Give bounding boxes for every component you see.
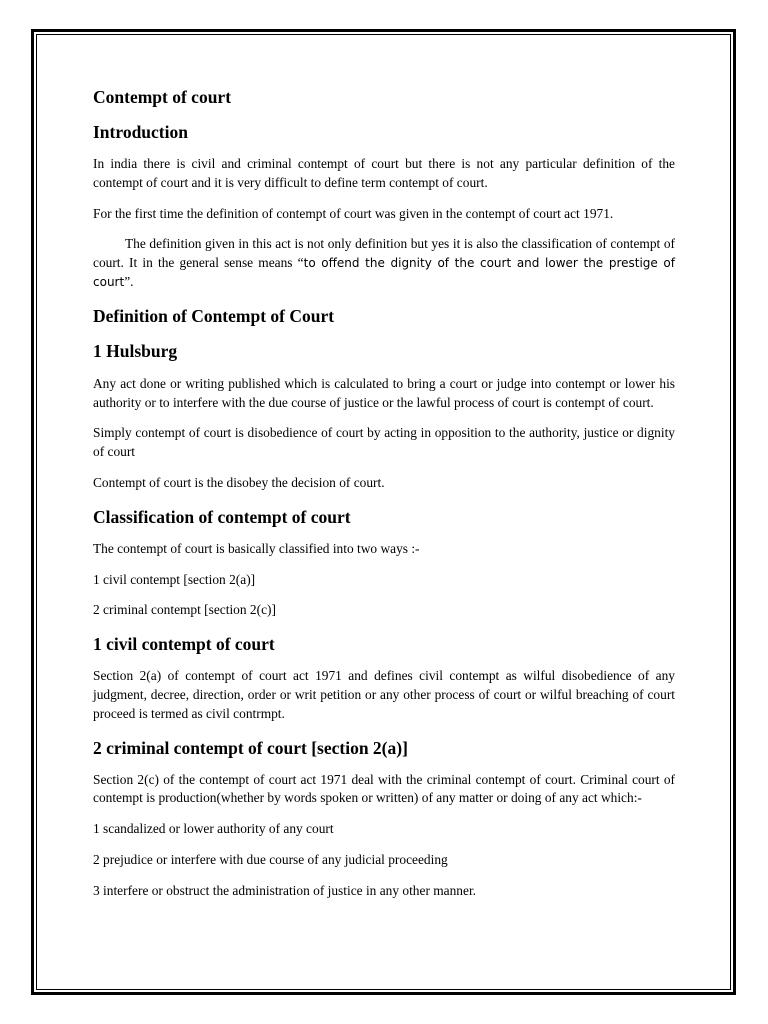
intro-quote: to offend the dignity of the court and lower the prestige of court xyxy=(93,256,675,289)
criminal-item-2: 2 prejudice or interfere with due course of any judicial proceeding xyxy=(93,851,448,867)
classification-item-criminal: 2 criminal contempt [section 2(c)] xyxy=(93,602,276,618)
criminal-item-1: 1 scandalized or lower authority of any court xyxy=(93,821,334,837)
criminal-item-3: 3 interfere or obstruct the administration of justice in any other manner. xyxy=(93,882,477,898)
hulsburg-paragraph-1: Any act done or writing published which is calculated to bring a court or judge into contempt or lower his authority or to interfere with the due course of justice or the lawful process of court is contempt of court. xyxy=(93,375,675,410)
civil-contempt-paragraph: Section 2(a) of contempt of court act 1971 and defines civil contempt as wilful disobedience of any judgment, decree, direction, order or writ petition or any other process of court or wilful breaching of court proceed is termed as civil contrmpt. xyxy=(93,668,675,721)
classification-heading: Classification of contempt of court xyxy=(93,506,351,527)
intro-paragraph-2: For the first time the definition of contempt of court was given in the contempt of court act 1971. xyxy=(93,205,614,221)
definition-heading: Definition of Contempt of Court xyxy=(93,305,335,326)
criminal-contempt-heading: 2 criminal contempt of court [section 2(a)] xyxy=(93,737,408,758)
criminal-contempt-paragraph: Section 2(c) of the contempt of court act 1971 deal with the criminal contempt of court. Criminal court of contempt is production(whether by words spoken or written) of any matter or doing of any act which:- xyxy=(93,771,675,806)
document-title: Contempt of court xyxy=(93,87,232,107)
civil-contempt-heading: 1 civil contempt of court xyxy=(93,634,275,655)
hulsburg-paragraph-3: Contempt of court is the disobey the decision of court. xyxy=(93,474,385,490)
classification-paragraph: The contempt of court is basically classified into two ways :- xyxy=(93,540,420,556)
intro-paragraph-3-end: ”. xyxy=(124,273,134,289)
hulsburg-paragraph-2: Simply contempt of court is disobedience of court by acting in opposition to the authority, justice or dignity of court xyxy=(93,425,675,460)
intro-paragraph-3-start: The definition given in this act is not only definition but yes it is also the classification of contempt of court. It in the general sense means “ xyxy=(93,236,675,271)
introduction-heading: Introduction xyxy=(93,122,188,142)
document-body xyxy=(93,86,675,901)
intro-paragraph-3 xyxy=(93,235,675,291)
hulsburg-heading: 1 Hulsburg xyxy=(93,340,178,361)
classification-item-civil: 1 civil contempt [section 2(a)] xyxy=(93,571,256,587)
intro-paragraph-1: In india there is civil and criminal contempt of court but there is not any particular definition of the contempt of court and it is very difficult to define term contempt of court. xyxy=(93,156,675,190)
